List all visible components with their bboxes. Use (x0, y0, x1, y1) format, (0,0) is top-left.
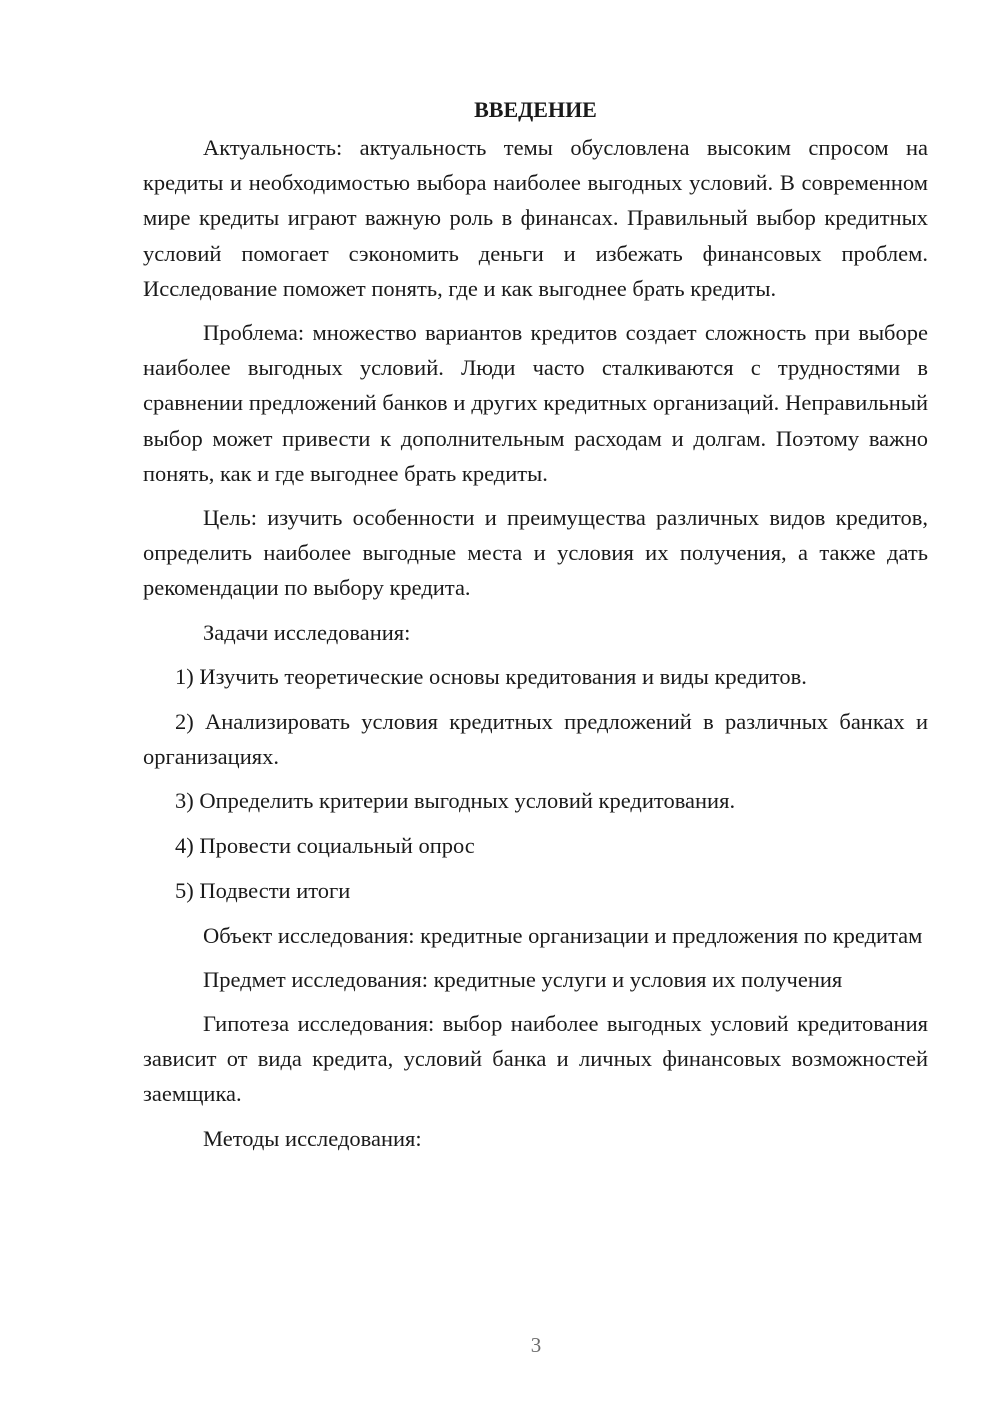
document-page (143, 92, 928, 1165)
task-item-1: 1) Изучить теоретические основы кредитования и виды кредитов. (175, 663, 807, 689)
paragraph-problem: Проблема: множество вариантов кредитов создает сложность при выборе наиболее выгодных условий. Люди часто сталкиваются с трудностями в сравнении предложений банков и других кредитных организаций. Неправильный выбор может привести к дополнительным расходам и долгам. Поэтому важно понять, как и где выгоднее брать кредиты. (143, 320, 928, 486)
paragraph-methods: Методы исследования: (203, 1125, 422, 1151)
paragraph-object: Объект исследования: кредитные организации и предложения по кредитам (203, 922, 923, 948)
task-item-2: 2) Анализировать условия кредитных предложений в различных банках и организациях. (143, 708, 928, 769)
task-item-3: 3) Определить критерии выгодных условий кредитования. (175, 788, 736, 814)
task-item-5: 5) Подвести итоги (175, 877, 351, 903)
page-number: 3 (530, 1333, 542, 1357)
paragraph-hypothesis: Гипотеза исследования: выбор наиболее выгодных условий кредитования зависит от вида кредита, условий банка и личных финансовых возможностей заемщика. (143, 1010, 928, 1107)
paragraph-relevance: Актуальность: актуальность темы обусловлена высоким спросом на кредиты и необходимостью выбора наиболее выгодных условий. В современном мире кредиты играют важную роль в финансах. Правильный выбор кредитных условий помогает сэкономить деньги и избежать финансовых проблем. Исследование поможет понять, где и как выгоднее брать кредиты. (143, 135, 928, 301)
task-item-4: 4) Провести социальный опрос (175, 833, 475, 859)
section-title: ВВЕДЕНИЕ (474, 97, 597, 122)
paragraph-goal: Цель: изучить особенности и преимущества различных видов кредитов, определить наиболее выгодные места и условия их получения, а также дать рекомендации по выбору кредита. (143, 505, 928, 601)
paragraph-subject: Предмет исследования: кредитные услуги и условия их получения (203, 966, 843, 992)
paragraph-tasks-heading: Задачи исследования: (203, 619, 411, 645)
